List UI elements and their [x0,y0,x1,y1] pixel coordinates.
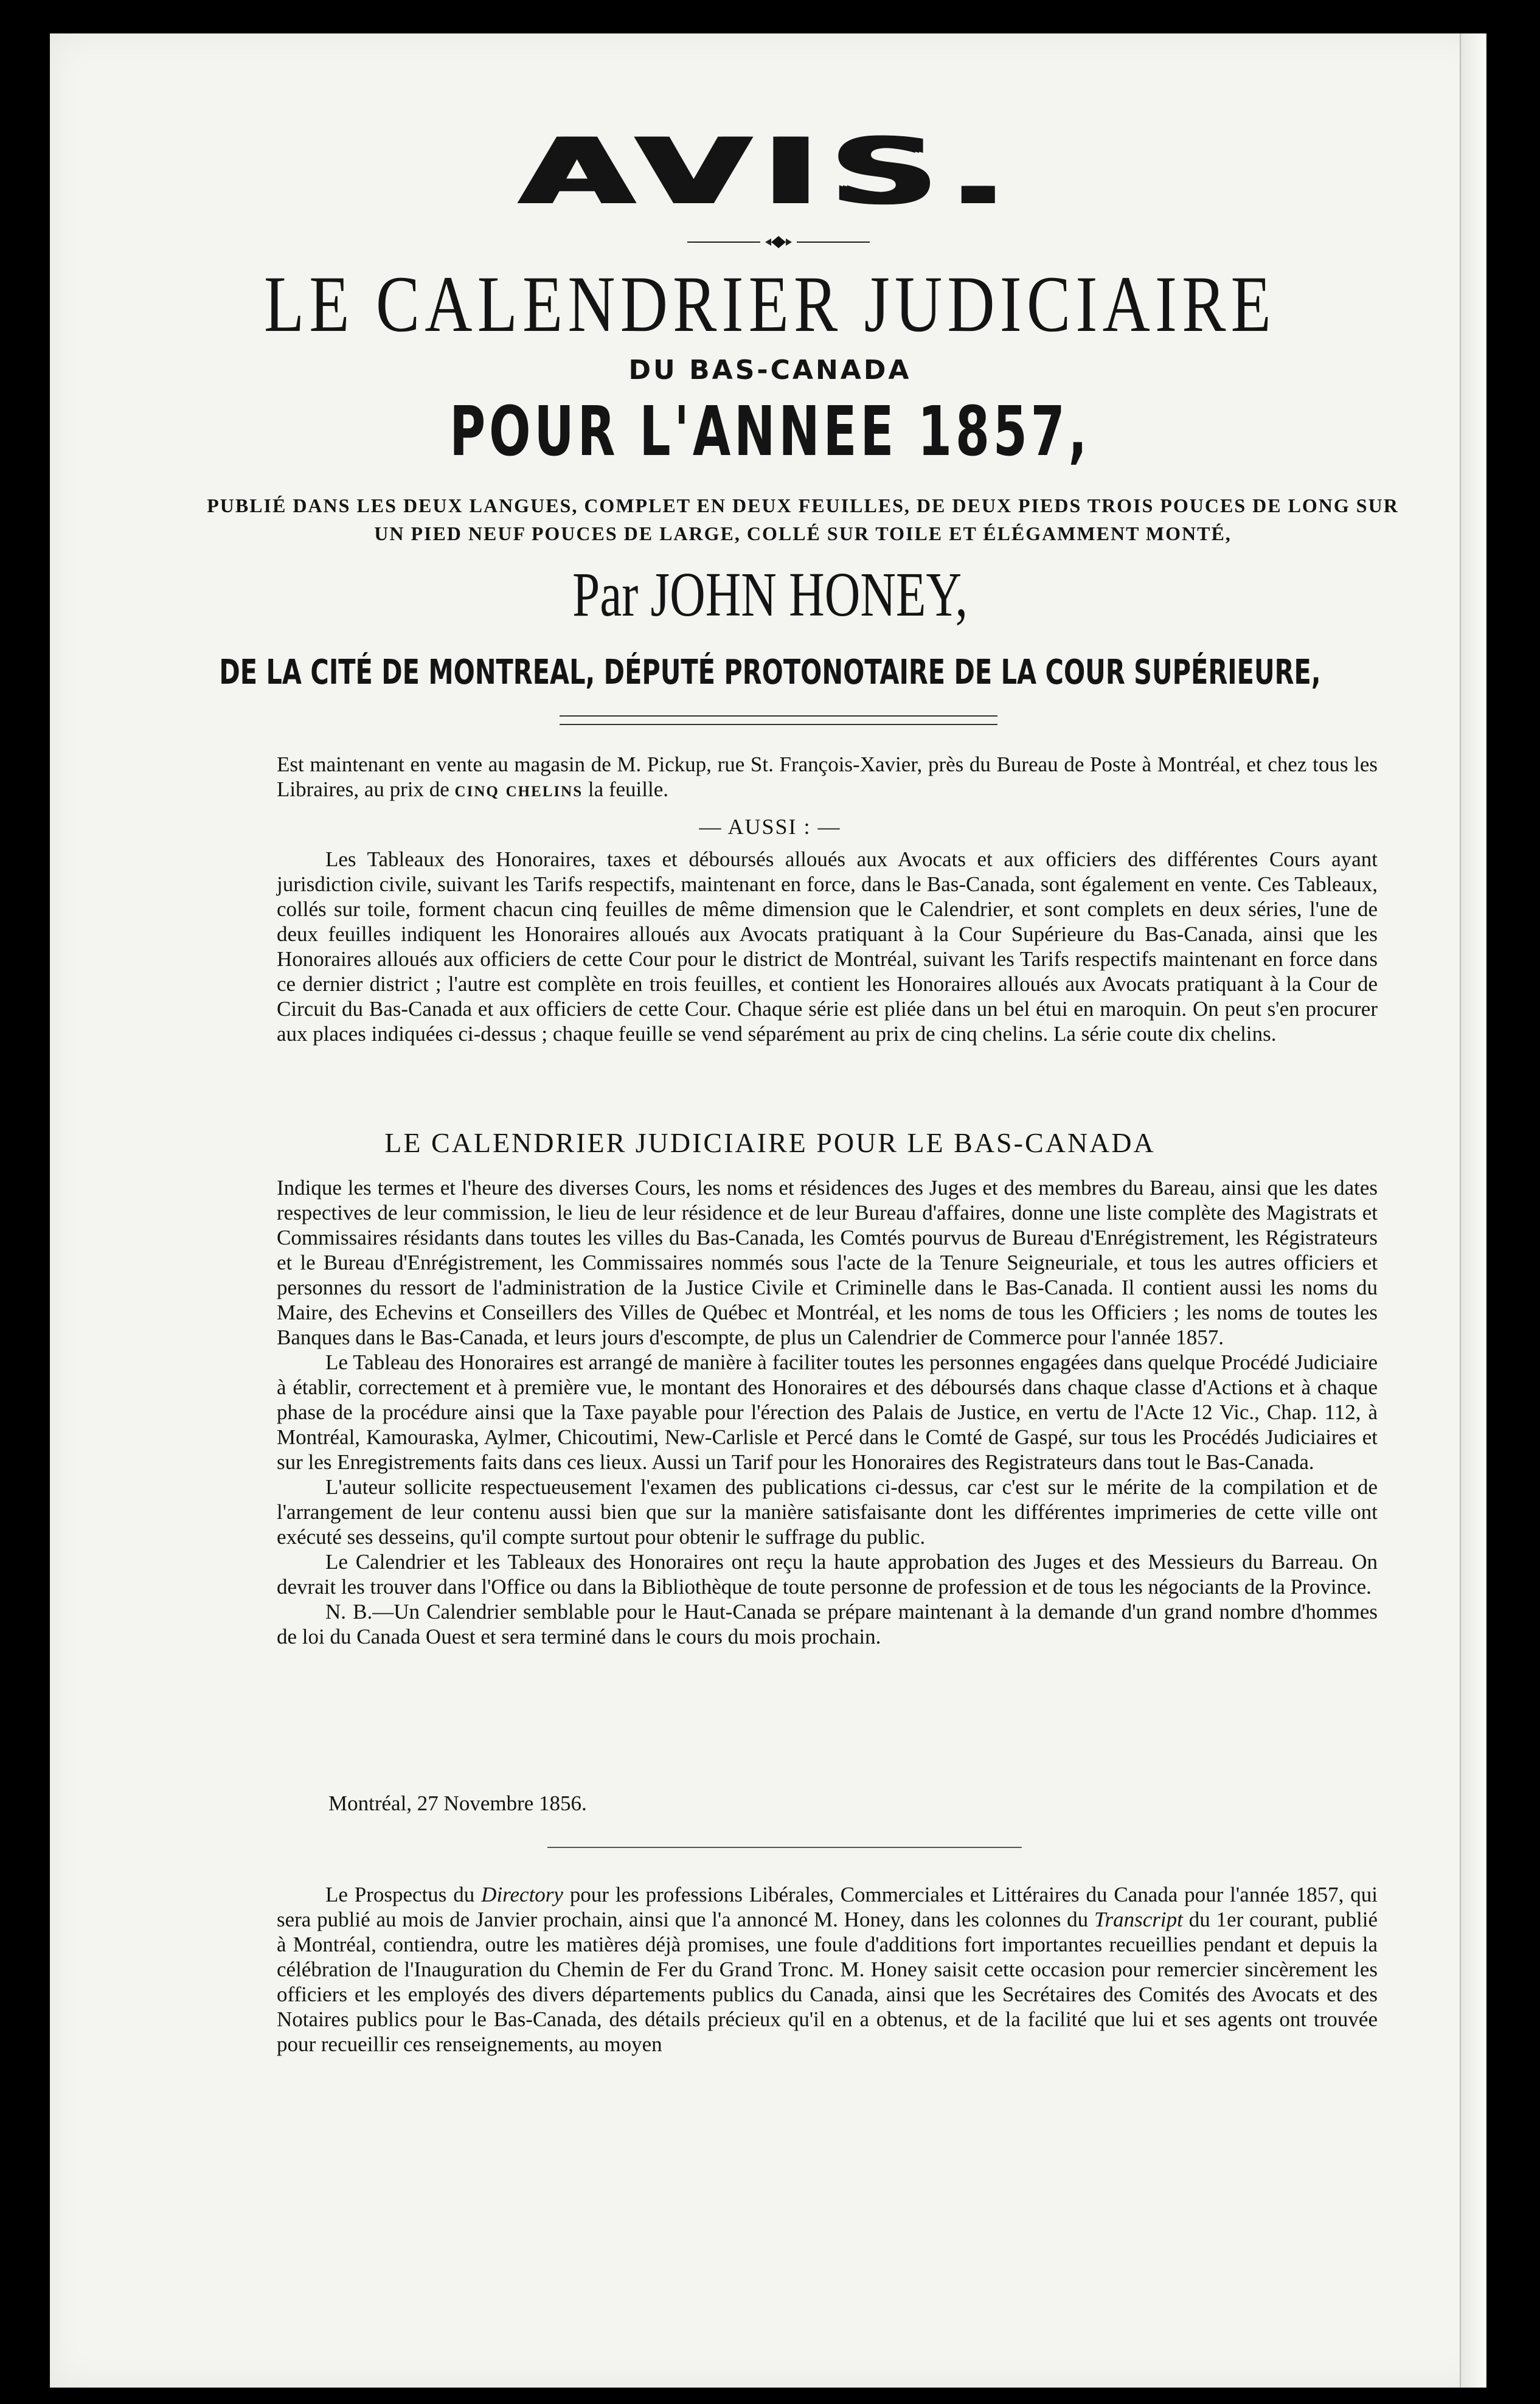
title-bas-canada: DU BAS-CANADA [628,355,912,386]
aussi-heading: — AUSSI : — [699,815,841,839]
page-fold-edge [1460,33,1485,2388]
sale-text: Est maintenant en vente au magasin de M. Pickup, rue St. François-Xavier, près du Bureau de Poste à Montréal, et chez tous les Libraires, au prix de [277,752,1378,801]
avis-heading: AVIS. [520,119,1020,225]
paragraph: N. B.—Un Calendrier semblable pour le Haut-Canada se prépare maintenant à la demande d'un grand nombre d'hommes de loi du Canada Ouest et sera terminé dans le cours du mois prochain. [277,1600,1378,1648]
author-name: Par JOHN HONEY, [572,560,968,630]
double-rule [560,715,997,725]
sale-suffix: la feuille. [588,777,669,801]
directory-title: Directory [481,1883,563,1906]
paragraph: Le Calendrier et les Tableaux des Honoraires ont reçu la haute approbation des Juges et des Messieurs du Barreau. On devrait les trouver dans l'Office ou dans la Bibliothèque de toute personne de profession et de tous les négociants de la Province. [277,1550,1378,1599]
section-separator [547,1847,1022,1848]
publication-details: PUBLIÉ DANS LES DEUX LANGUES, COMPLET EN DEUX FEUILLES, DE DEUX PIEDS TROIS POUCES DE LONG SUR UN PIED NEUF POUCES DE LARGE, COLLÉ SUR TOILE ET ÉLÉGAMMENT MONTÉ, [207,495,1399,544]
paragraph: Indique les termes et l'heure des diverses Cours, les noms et résidences des Juges et des membres du Bareau, ainsi que les dates respectives de leur commission, le lieu de leur résidence et de leur Bureau d'affaires, donne une liste complète des Magistrats et Commissaires résidants dans toutes les villes du Bas-Canada, les Comtés pourvus de Bureau d'Enrégistrement, les Régistrateurs et le Bureau d'Enrégistrement, les Commissaires nommés sous l'acte de la Tenure Seigneuriale, et tous les autres officiers et personnes du ressort de l'administration de la Justice Civile et Criminelle dans le Bas-Canada. Il contient aussi les noms du Maire, des Echevins et Conseillers des Villes de Québec et Montréal, et les noms de tous les Officiers ; les noms de toutes les Banques dans le Bas-Canada, et leurs jours d'escompte, de plus un Calendrier de Commerce pour l'année 1857. [277,1176,1378,1349]
prospectus-paragraph [277,1882,1378,2057]
paragraph: Le Tableau des Honoraires est arrangé de manière à faciliter toutes les personnes engagées dans quelque Procédé Judiciaire à établir, correctement et à première vue, le montant des Honoraires et des déboursés dans chaque classe d'Actions et à chaque phase de la procédure ainsi que la Taxe payable pour l'érection des Palais de Justice, en vertu de l'Acte 12 Vic., Chap. 112, à Montréal, Kamouraska, Aylmer, Chicoutimi, New-Carlisle et Percé dans le Comté de Gaspé, sur tous les Procédés Judiciaires et sur les Enregistrements faits dans ces lieux. Aussi un Tarif pour les Honoraires des Registrateurs dans tout le Bas-Canada. [277,1350,1378,1474]
transcript-title: Transcript [1094,1908,1183,1931]
prospectus-text: du 1er courant, publié à Montréal, contiendra, outre les matières déjà promises, une foule d'additions fort importantes recueillies pendant et depuis la célébration de l'Inauguration du Chemin de Fer du Grand Tronc. M. Honey saisit cette occasion pour remercier sincèrement les officiers et les employés des divers départements publics du Canada, ainsi que les Secrétaires des Comités des Avocats et des Notaires publics pour le Bas-Canada, des détails précieux qu'il en a obtenus, et de la facilité que lui et ses agents ont trouvée pour recueillir ces renseignements, au moyen [277,1908,1378,2056]
author-title: DE LA CITÉ DE MONTREAL, DÉPUTÉ PROTONOTAIRE DE LA COUR SUPÉRIEURE, [219,653,1321,692]
paragraph: Les Tableaux des Honoraires, taxes et déboursés alloués aux Avocats et aux officiers des différentes Cours ayant jurisdiction civile, suivant les Tarifs respectifs, maintenant en force, dans le Bas-Canada, sont également en vente. Ces Tableaux, collés sur toile, forment chacun cinq feuilles de même dimension que le Calendrier, et sont complets en deux séries, l'une de deux feuilles indiquent les Honoraires alloués aux Avocats pratiquant à la Cour Supérieure du Bas-Canada, ainsi que les Honoraires alloués aux officiers de cette Cour pour le district de Montréal, suivant les Tarifs respectifs maintenant en force dans ce dernier district ; l'autre est complète en trois feuilles, et contient les Honoraires alloués aux Avocats pratiquant à la Cour de Circuit du Bas-Canada et aux officiers de cette Cour. Chaque série est pliée dans un bel étui en maroquin. On peut s'en procurer aux places indiquées ci-dessus ; chaque feuille se vend séparément au prix de cinq chelins. La série coute dix chelins. [277,847,1378,1046]
prospectus-text: pour les professions Libérales, Commerciales et Littéraires du Canada pour l'année 1857, qui sera publié au mois de Janvier prochain, ainsi que l'a annoncé M. Honey, dans les colonnes du [277,1883,1378,1931]
sale-notice [277,752,1378,802]
title-annee: POUR L'ANNEE 1857, [449,392,1091,471]
ornament-divider [687,235,870,249]
paragraph: L'auteur sollicite respectueusement l'examen des publications ci-dessus, car c'est sur le mérite de la compilation et de l'arrangement de leur contenu aussi bien que sur la manière satisfaisante dont les différentes imprimeries de cette ville ont exécuté ses desseins, qu'il compte surtout pour obtenir le suffrage du public. [277,1475,1378,1549]
title-calendrier: LE CALENDRIER JUDICIAIRE [264,259,1276,349]
date-line: Montréal, 27 Novembre 1856. [328,1791,587,1815]
sale-price: cinq chelins [454,777,583,801]
calendrier-section [277,1175,1378,1649]
prospectus-text: Le Prospectus du [325,1883,475,1906]
tableaux-paragraph [277,847,1378,1046]
section-heading: LE CALENDRIER JUDICIAIRE POUR LE BAS-CANADA [384,1127,1156,1158]
